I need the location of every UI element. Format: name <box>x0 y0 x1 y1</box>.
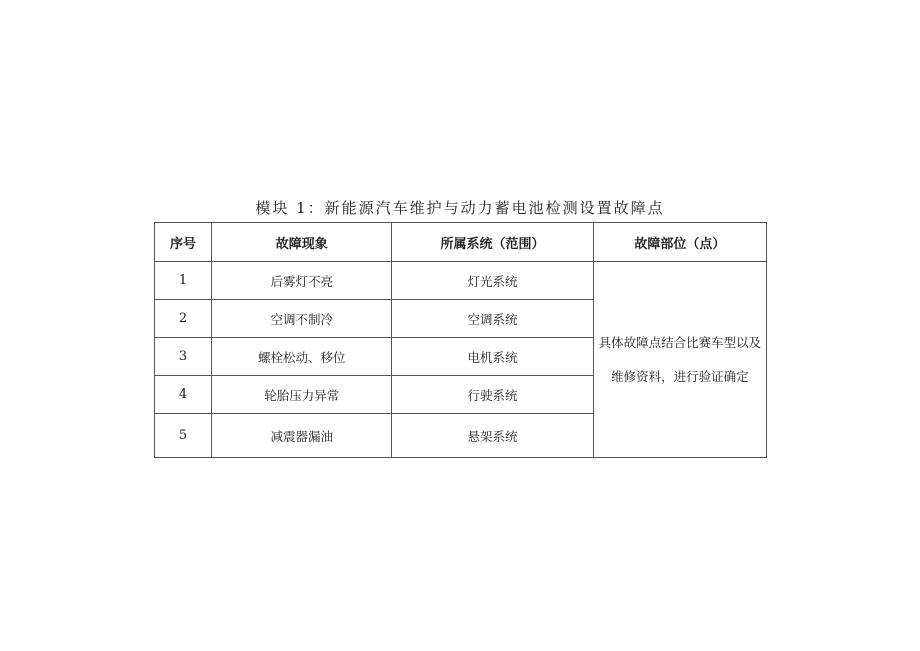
header-system: 所属系统（范围） <box>392 223 593 262</box>
row-system: 灯光系统 <box>392 262 593 300</box>
location-note-line-1: 具体故障点结合比赛车型以及 <box>598 334 762 350</box>
row-no: 3 <box>155 338 212 376</box>
row-system: 悬架系统 <box>392 414 593 458</box>
document-title: 模块 1：新能源汽车维护与动力蓄电池检测设置故障点 <box>255 199 665 217</box>
fault-location-note <box>593 262 766 458</box>
row-symptom: 螺栓松动、移位 <box>212 338 392 376</box>
table-header-row <box>155 223 767 262</box>
fault-point-table <box>154 222 767 458</box>
header-no: 序号 <box>155 223 212 262</box>
row-no: 5 <box>155 414 212 458</box>
row-symptom: 后雾灯不亮 <box>212 262 392 300</box>
row-system: 空调系统 <box>392 300 593 338</box>
row-no: 4 <box>155 376 212 414</box>
row-system: 电机系统 <box>392 338 593 376</box>
location-note-line-2: 维修资料，进行验证确定 <box>611 368 749 384</box>
row-symptom: 减震器漏油 <box>212 414 392 458</box>
row-no: 2 <box>155 300 212 338</box>
row-system: 行驶系统 <box>392 376 593 414</box>
header-symptom: 故障现象 <box>212 223 392 262</box>
row-no: 1 <box>155 262 212 300</box>
table-row <box>155 262 767 300</box>
row-symptom: 空调不制冷 <box>212 300 392 338</box>
header-location: 故障部位（点） <box>593 223 766 262</box>
row-symptom: 轮胎压力异常 <box>212 376 392 414</box>
